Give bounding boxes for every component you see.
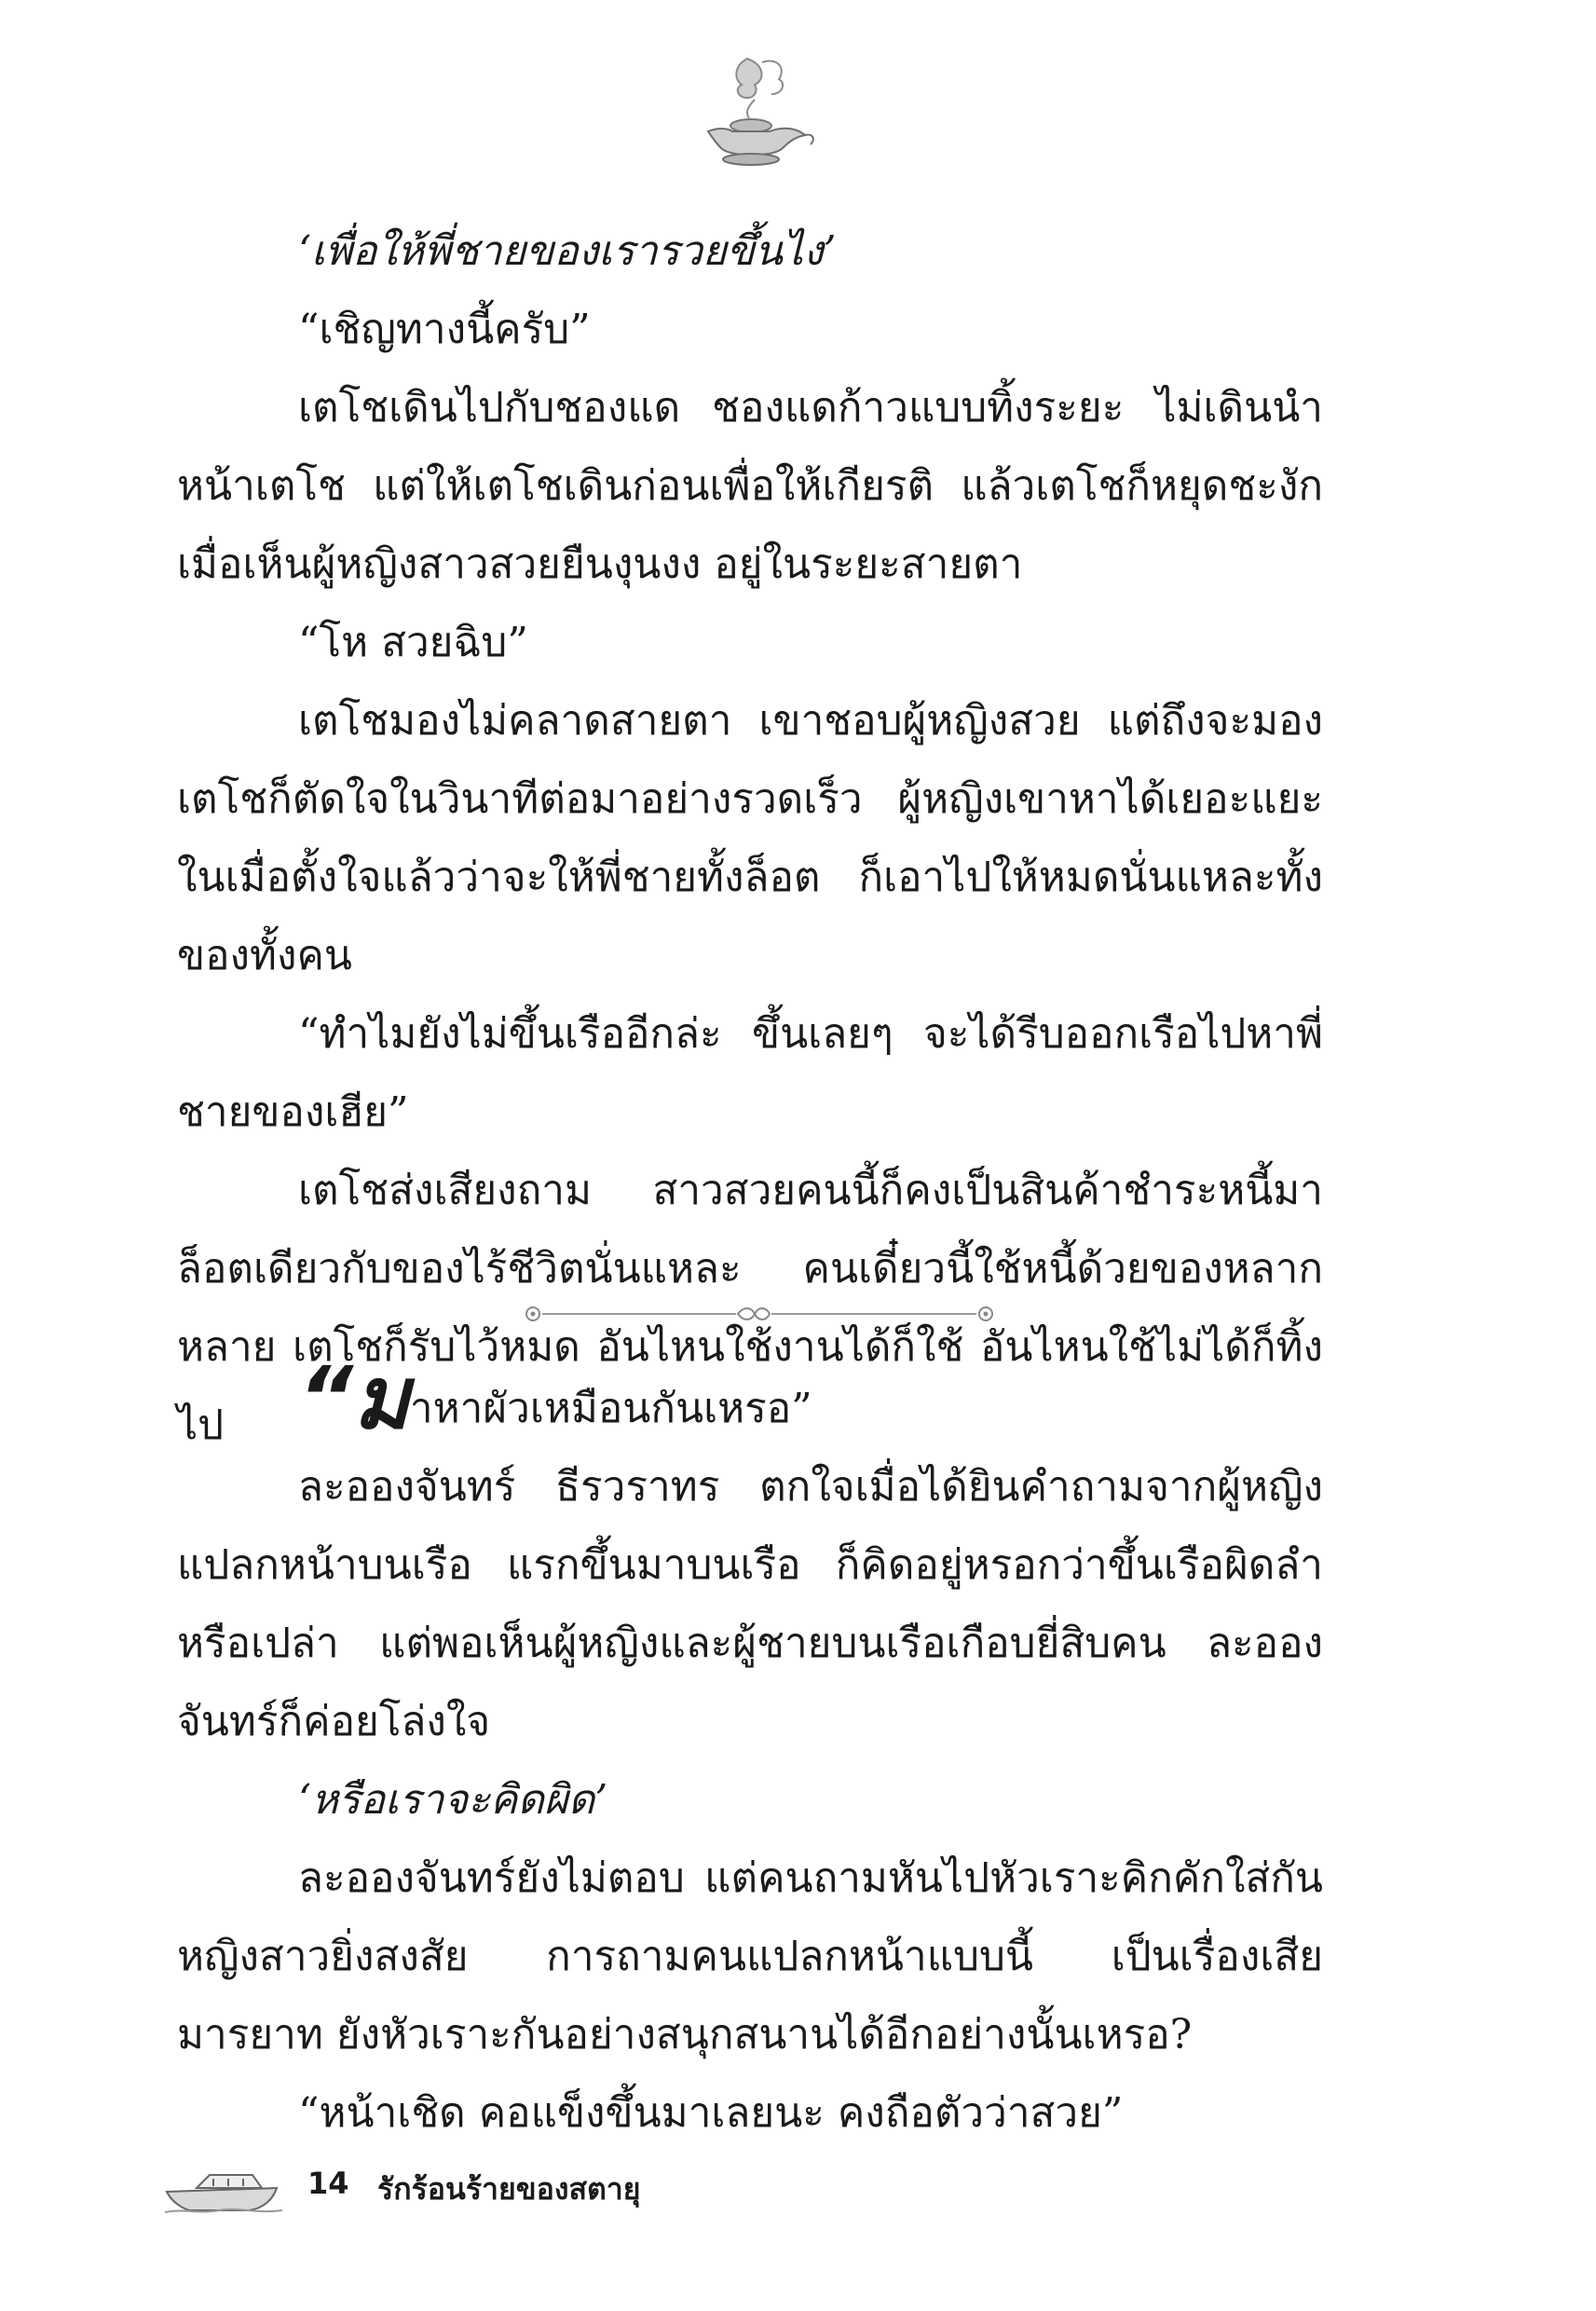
paragraph: เตโชส่งเสียงถาม สาวสวยคนนี้ก็คงเป็นสินค้าชำระหนี้มาล็อตเดียวกับของไร้ชีวิตนั่นแหละ คนเดี๋ยวนี้ใช้หนี้ด้วยของหลากหลาย เตโชก็รับไว้หมด อันไหนใช้งานได้ก็ใช้ อันไหนใช้ไม่ได้ก็ทิ้งไป [177,1167,1323,1449]
text-block-2 [177,1348,1323,2153]
paragraph: “หน้าเชิด คอแข็งขึ้นมาเลยนะ คงถือตัวว่าสวย” [298,2089,1124,2137]
paragraph: เตโชมองไม่คลาดสายตา เขาชอบผู้หญิงสวย แต่ถึงจะมอง เตโชก็ตัดใจในวินาทีต่อมาอย่างรวดเร็ว ผู้หญิงเขาหาได้เยอะแยะ ในเมื่อตั้งใจแล้วว่าจะให้พี่ชายทั้งล็อต ก็เอาไปให้หมดนั่นแหละทั้งของทั้งคน [177,697,1323,979]
paragraph: ละอองจันทร์ยังไม่ตอบ แต่คนถามหันไปหัวเราะคิกคักใส่กันหญิงสาวยิ่งสงสัย การถามคนแปลกหน้าแบบนี้ เป็นเรื่องเสียมารยาท ยังหัวเราะกันอย่างสนุกสนานได้อีกอย่างนั้นเหรอ? [177,1854,1323,2058]
genie-lamp-icon [689,51,820,172]
page-number: 14 [307,2166,349,2201]
text-block-1 [177,212,1323,1465]
paragraph: เตโชเดินไปกับชองแด ชองแดก้าวแบบทิ้งระยะ ไม่เดินนำหน้าเตโช แต่ให้เตโชเดินก่อนเพื่อให้เกียรติ แล้วเตโชก็หยุดชะงัก เมื่อเห็นผู้หญิงสาวสวยยืนงุนงง อยู่ในระยะสายตา [177,384,1323,588]
dropcap-rest: าหาผัวเหมือนกันเหรอ” [409,1385,812,1432]
paragraph: ละอองจันทร์ ธีรวราทร ตกใจเมื่อได้ยินคำถามจากผู้หญิงแปลกหน้าบนเรือ แรกขึ้นมาบนเรือ ก็คิดอยู่หรอกว่าขึ้นเรือผิดลำหรือเปล่า แต่พอเห็นผู้หญิงและผู้ชายบนเรือเกือบยี่สิบคน ละอองจันทร์ก็ค่อยโล่งใจ [177,1463,1323,1745]
book-title: รักร้อนร้ายของสตายุ [377,2171,641,2207]
dropcap-paragraph [177,1348,1323,1448]
paragraph: “โห สวยฉิบ” [298,619,528,666]
paragraph: “ทำไมยังไม่ขึ้นเรืออีกล่ะ ขึ้นเลยๆ จะได้รีบออกเรือไปหาพี่ชายของเฮีย” [177,1010,1323,1136]
ornamental-divider [522,1295,997,1333]
paragraph: ‘หรือเราจะคิดผิด’ [298,1776,608,1824]
page-footer [163,2143,1002,2227]
paragraph: ‘เพื่อให้พี่ชายของเรารวยขึ้นไง’ [298,227,837,275]
boat-icon [163,2160,284,2216]
dropcap: “ม [298,1348,410,1448]
paragraph: “เชิญทางนี้ครับ” [298,306,591,353]
